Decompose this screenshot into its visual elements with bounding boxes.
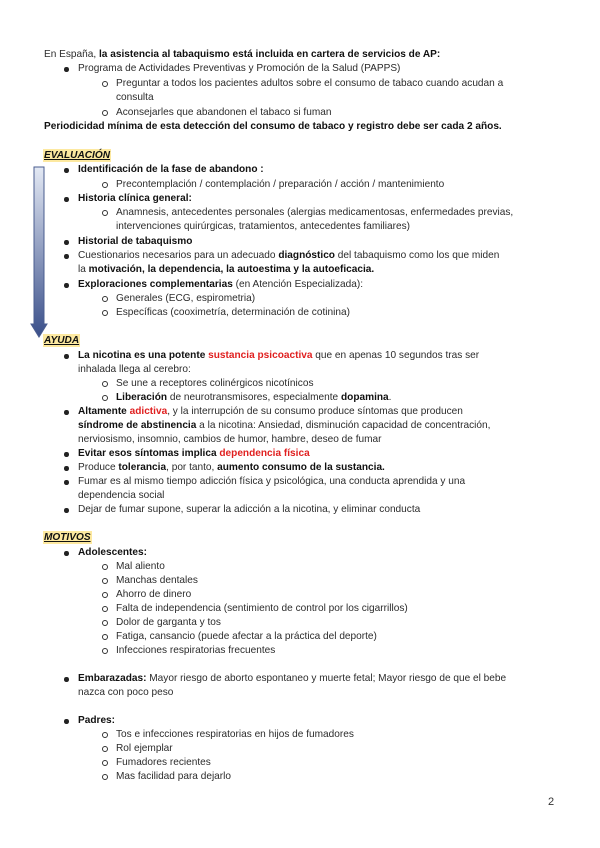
list-item: Manchas dentales <box>116 574 556 589</box>
periodicidad-line: Periodicidad mínima de esta detección del consumo de tabaco y registro debe ser cada 2 años. <box>44 121 502 132</box>
historia-clinica-sub-cont: intervenciones quirúrgicas, tratamientos, antecedentes familiares) <box>116 221 410 232</box>
section-header-ayuda: AYUDA <box>44 335 80 346</box>
cuestionarios-item: Cuestionarios necesarios para un adecuado diagnóstico del tabaquismo como los que miden <box>78 249 558 264</box>
list-item: Rol ejemplar <box>116 742 556 757</box>
fumar-item-cont: dependencia social <box>78 490 165 501</box>
list-item: Mas facilidad para dejarlo <box>116 770 556 785</box>
nicotina-sub: Se une a receptores colinérgicos nicotínicos <box>116 377 556 392</box>
list-item: Infecciones respiratorias frecuentes <box>116 644 556 659</box>
list-item: Falta de independencia (sentimiento de control por los cigarrillos) <box>116 602 556 617</box>
fumar-item: Fumar es al mismo tiempo adicción física y psicológica, una conducta aprendida y una <box>78 475 558 490</box>
intro-line: En España, la asistencia al tabaquismo está incluida en cartera de servicios de AP: <box>44 49 441 60</box>
papps-item: Programa de Actividades Preventivas y Promoción de la Salud (PAPPS) <box>78 62 558 77</box>
embarazadas-item-cont: nazca con poco peso <box>78 687 174 698</box>
embarazadas-item: Embarazadas: Mayor riesgo de aborto espontaneo y muerte fetal; Mayor riesgo de que el bebe <box>78 672 558 687</box>
adolescentes-item: Adolescentes: <box>78 546 558 561</box>
list-item: Fatiga, cansancio (puede afectar a la práctica del deporte) <box>116 630 556 645</box>
list-item: Mal aliento <box>116 560 556 575</box>
adictiva-item-cont: síndrome de abstinencia a la nicotina: Ansiedad, disminución capacidad de concentración, <box>78 420 491 431</box>
cuestionarios-item-cont: la motivación, la dependencia, la autoestima y la autoeficacia. <box>78 264 375 275</box>
section-header-evaluacion: EVALUACIÓN <box>44 150 110 161</box>
fase-abandono-sub: Precontemplación / contemplación / preparación / acción / mantenimiento <box>116 178 556 193</box>
down-arrow-icon <box>30 166 48 338</box>
page-number: 2 <box>548 796 555 808</box>
exploraciones-sub: Generales (ECG, espirometria) <box>116 292 556 307</box>
historia-clinica-sub: Anamnesis, antecedentes personales (alergias medicamentosas, enfermedades previas, <box>116 206 556 221</box>
list-item: Dolor de garganta y tos <box>116 616 556 631</box>
nicotina-item-cont: inhalada llega al cerebro: <box>78 364 191 375</box>
fase-abandono-item: Identificación de la fase de abandono : <box>78 163 558 178</box>
section-header-motivos: MOTIVOS <box>44 532 91 543</box>
list-item: Ahorro de dinero <box>116 588 556 603</box>
exploraciones-sub: Específicas (cooximetría, determinación de cotinina) <box>116 306 556 321</box>
historia-clinica-item: Historia clínica general: <box>78 192 558 207</box>
adictiva-item: Altamente adictiva, y la interrupción de su consumo produce síntomas que producen <box>78 405 558 420</box>
papps-sub-item: Aconsejarles que abandonen el tabaco si fuman <box>116 106 556 121</box>
adictiva-item-cont: nerviosismo, insomnio, cambios de humor, hambre, deseo de fumar <box>78 434 382 445</box>
list-item: Fumadores recientes <box>116 756 556 771</box>
evitar-item: Evitar esos síntomas implica dependencia física <box>78 447 558 462</box>
tolerancia-item: Produce tolerancia, por tanto, aumento consumo de la sustancia. <box>78 461 558 476</box>
nicotina-sub: Liberación de neurotransmisores, especialmente dopamina. <box>116 391 556 406</box>
papps-sub-item-cont: consulta <box>116 92 154 103</box>
exploraciones-item: Exploraciones complementarias (en Atención Especializada): <box>78 278 558 293</box>
padres-item: Padres: <box>78 714 558 729</box>
dejar-item: Dejar de fumar supone, superar la adicción a la nicotina, y eliminar conducta <box>78 503 558 518</box>
nicotina-item: La nicotina es una potente sustancia psicoactiva que en apenas 10 segundos tras ser <box>78 349 558 364</box>
list-item: Tos e infecciones respiratorias en hijos de fumadores <box>116 728 556 743</box>
historial-tabaquismo-item: Historial de tabaquismo <box>78 235 558 250</box>
papps-sub-item: Preguntar a todos los pacientes adultos sobre el consumo de tabaco cuando acudan a <box>116 77 556 92</box>
